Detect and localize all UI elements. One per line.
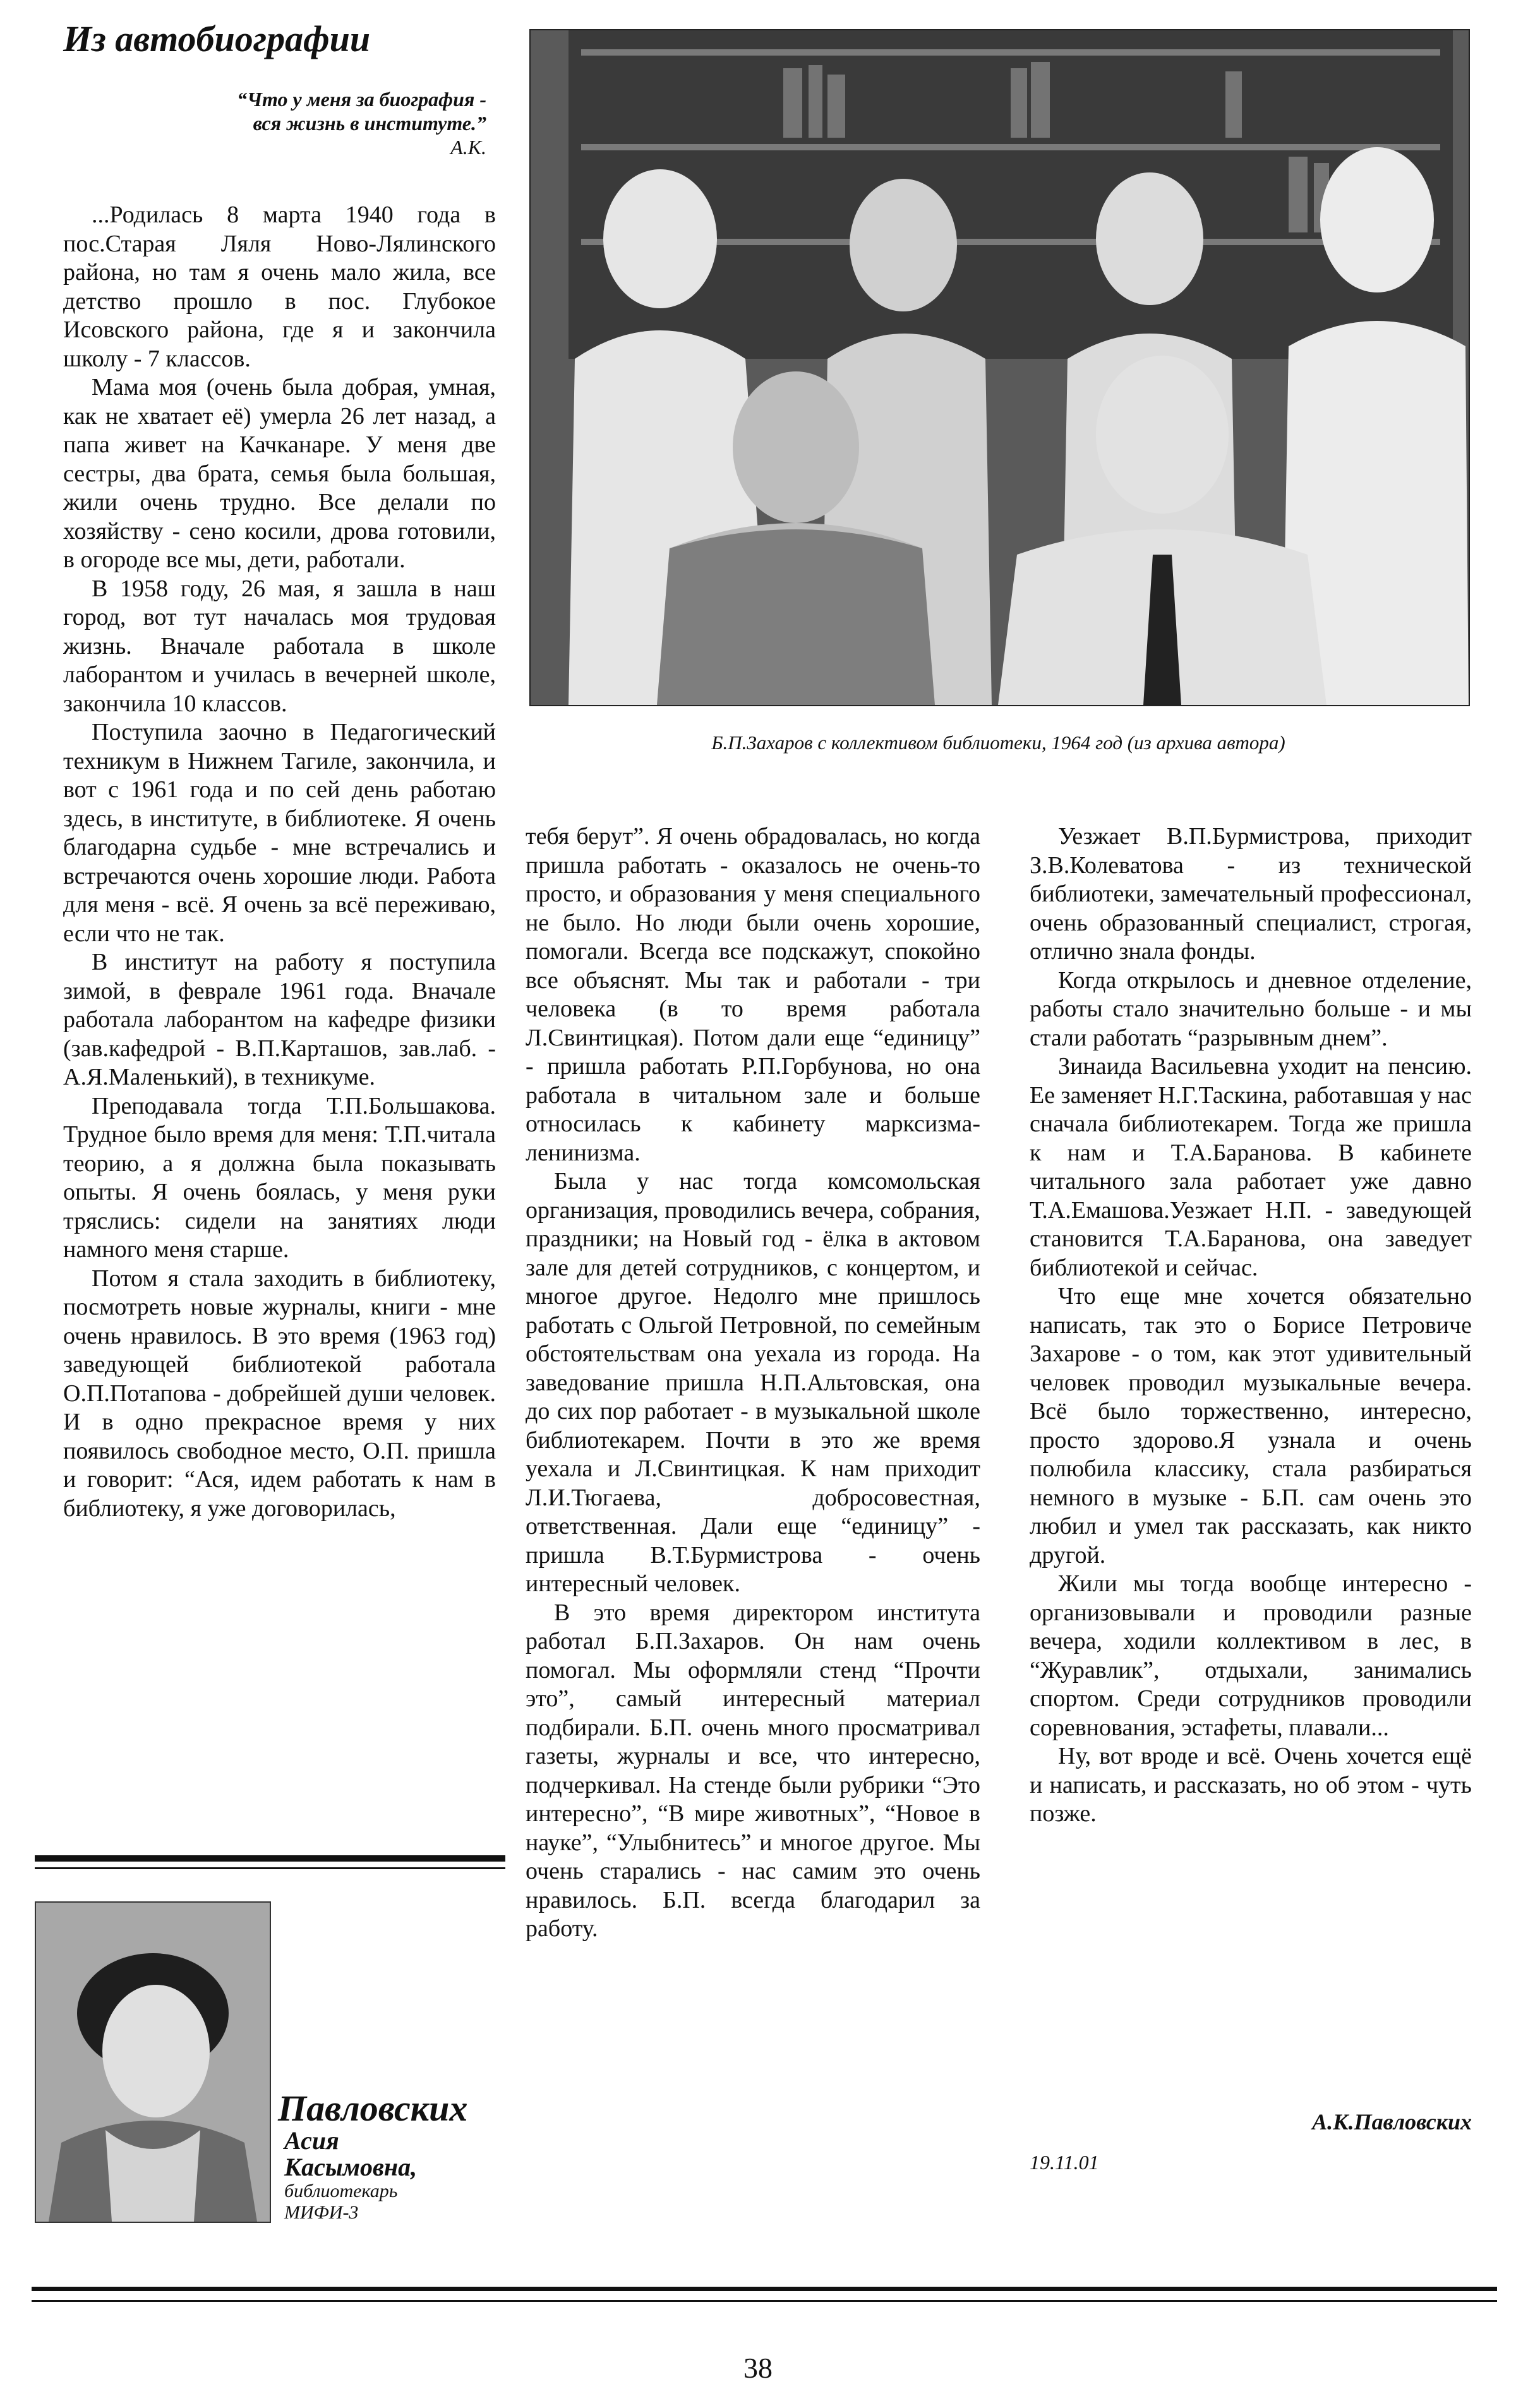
epigraph-author: А.К. [450,136,486,159]
paragraph: Жили мы тогда вообще интересно - организовывали и проводили разные вечера, ходили коллективом в лес, в “Журавлик”, отдыхали, занимались спортом. Среди сотрудников проводили соревнования, эстафеты, плавали... [1030,1570,1472,1741]
paragraph: В 1958 году, 26 мая, я зашла в наш город, вот тут началась моя трудовая жизнь. Вначале работала в школе лаборантом и училась в вечерней школе, закончила 10 классов. [63,575,496,717]
author-signature: А.К.Павловских [1312,2109,1472,2134]
photo-caption: Б.П.Захаров с коллективом библиотеки, 1964 год (из архива автора) [711,731,1285,754]
paragraph: Преподавала тогда Т.П.Большакова. Трудное было время для меня: Т.П.читала теорию, а я должна была показывать опыты. Я очень боялась, у меня руки тряслись: сидели на занятиях люди намного меня старше. [63,1092,496,1263]
paragraph: ...Родилась 8 марта 1940 года в пос.Старая Ляля Ново-Лялинского района, но там я очень мало жила, все детство прошло в пос. Глубокое Исовского района, где я и закончила школу - 7 классов. [63,202,496,372]
group-photo-image [531,30,1469,705]
footer-rule-thick [32,2287,1497,2291]
article-column-1 [63,201,496,1824]
page-number: 38 [743,2352,773,2384]
article-title: Из автобиографии [63,18,371,59]
epigraph [76,87,486,159]
paragraph: Когда открылось и дневное отделение, работы стало значительно больше - и мы стали работать “разрывным днем”. [1030,966,1472,1051]
group-photo [529,29,1470,706]
paragraph: Что еще мне хочется обязательно написать, так это о Борисе Петровиче Захарове - о том, как этот удивительный человек проводил музыкальные вечера. Всё было торжественно, интересно, просто здорово.Я узнала и очень полюбила классику, стала разбираться немного в музыке - Б.П. сам очень это любил и умел так рассказать, как никто другой. [1030,1283,1472,1568]
author-credit [278,2090,467,2224]
author-first-name: Асия [284,2126,339,2155]
paragraph: Поступила заочно в Педагогический техникум в Нижнем Тагиле, закончила, и вот с 1961 года и по сей день работаю здесь, в институте, в библиотеке. Я очень благодарна судьбе - мне встречались и встречаются очень хорошие люди. Работа для меня - всё. Я очень за всё переживаю, если что не так. [63,719,496,947]
author-divider-thin [35,1867,505,1869]
paragraph: Ну, вот вроде и всё. Очень хочется ещё и написать, и рассказать, но об этом - чуть позже. [1030,1743,1472,1827]
footer-rule-thin [32,2300,1497,2302]
author-surname: Павловских [278,2088,468,2129]
author-patronymic: Касымовна, [284,2153,418,2181]
paragraph: Зинаида Васильевна уходит на пенсию. Ее заменяет Н.Г.Таскина, работавшая у нас сначала библиотекарем. Тогда же пришла к нам и Т.А.Баранова. В кабинете читального зала работает уже давно Т.А.Емашова.Уезжает Н.П. - заведующей становится Т.А.Баранова, она заведует библиотекой и сейчас. [1030,1053,1472,1281]
author-organization: МИФИ-3 [284,2202,359,2223]
epigraph-line: вся жизнь в институте.” [253,112,486,135]
author-role: библиотекарь [284,2181,398,2201]
paragraph: Потом я стала заходить в библиотеку, посмотреть новые журналы, книги - мне очень нравилось. В это время (1963 год) заведующей библиотекой работала О.П.Потапова - добрейшей души человек. И в одно прекрасное время у них появилось свободное место, О.П. пришла и говорит: “Ася, идем работать к нам в библиотеку, я уже договорилась, [63,1265,496,1522]
author-divider-thick [35,1855,505,1862]
epigraph-line: “Что у меня за биография - [237,88,486,111]
author-portrait-image [36,1903,270,2222]
article-date: 19.11.01 [1030,2151,1099,2174]
paragraph: тебя берут”. Я очень обрадовалась, но когда пришла работать - оказалось не очень-то просто, и образования у меня специального не было. Но люди были очень хорошие, помогали. Всегда все подскажут, спокойно все объяснят. Мы так и работали - три человека (в то время работала Л.Свинтицкая). Потом дали еще “единицу” - пришла работать Р.П.Горбунова, но она работала в читальном зале и больше относилась к кабинету марксизма-ленинизма. [526,823,980,1166]
paragraph: В институт на работу я поступила зимой, в феврале 1961 года. Вначале работала лаборантом на кафедре физики (зав.кафедрой - В.П.Карташов, зав.лаб. - А.Я.Маленький), в техникуме. [63,949,496,1090]
author-portrait [35,1901,271,2223]
paragraph: Была у нас тогда комсомольская организация, проводились вечера, собрания, праздники; на Новый год - ёлка в актовом зале для детей сотрудников, с концертом, и многое другое. Недолго мне пришлось работать с Ольгой Петровной, по семейным обстоятельствам она уехала из города. На заведование пришла Н.П.Альтовская, она до сих пор работает - в музыкальной школе библиотекарем. Почти в это же время уехала и Л.Свинтицкая. К нам приходит Л.И.Тюгаева, добросовестная, ответственная. Дали еще “единицу” - пришла В.Т.Бурмистрова - очень интересный человек. [526,1168,980,1597]
paragraph: Уезжает В.П.Бурмистрова, приходит З.В.Колеватова - из технической библиотеки, замечательный профессионал, очень образованный специалист, строгая, отлично знала фонды. [1030,823,1472,965]
article-column-2 [526,822,980,2260]
paragraph: В это время директором института работал Б.П.Захаров. Он нам очень помогал. Мы оформляли стенд “Прочти это”, самый интересный материал подбирали. Б.П. очень много просматривал газеты, журналы и все, что интересно, подчеркивал. На стенде были рубрики “Это интересно”, “В мире животных”, “Новое в науке”, “Улыбнитесь” и многое другое. Мы очень старались - нас самим это очень нравилось. Б.П. всегда благодарил за работу. [526,1599,980,1942]
paragraph: Мама моя (очень была добрая, умная, как не хватает её) умерла 26 лет назад, а папа живет на Качканаре. У меня две сестры, два брата, семья была большая, жили очень трудно. Все делали по хозяйству - сено косили, дрова готовили, в огороде все мы, дети, работали. [63,374,496,573]
article-column-3 [1030,822,1472,2076]
